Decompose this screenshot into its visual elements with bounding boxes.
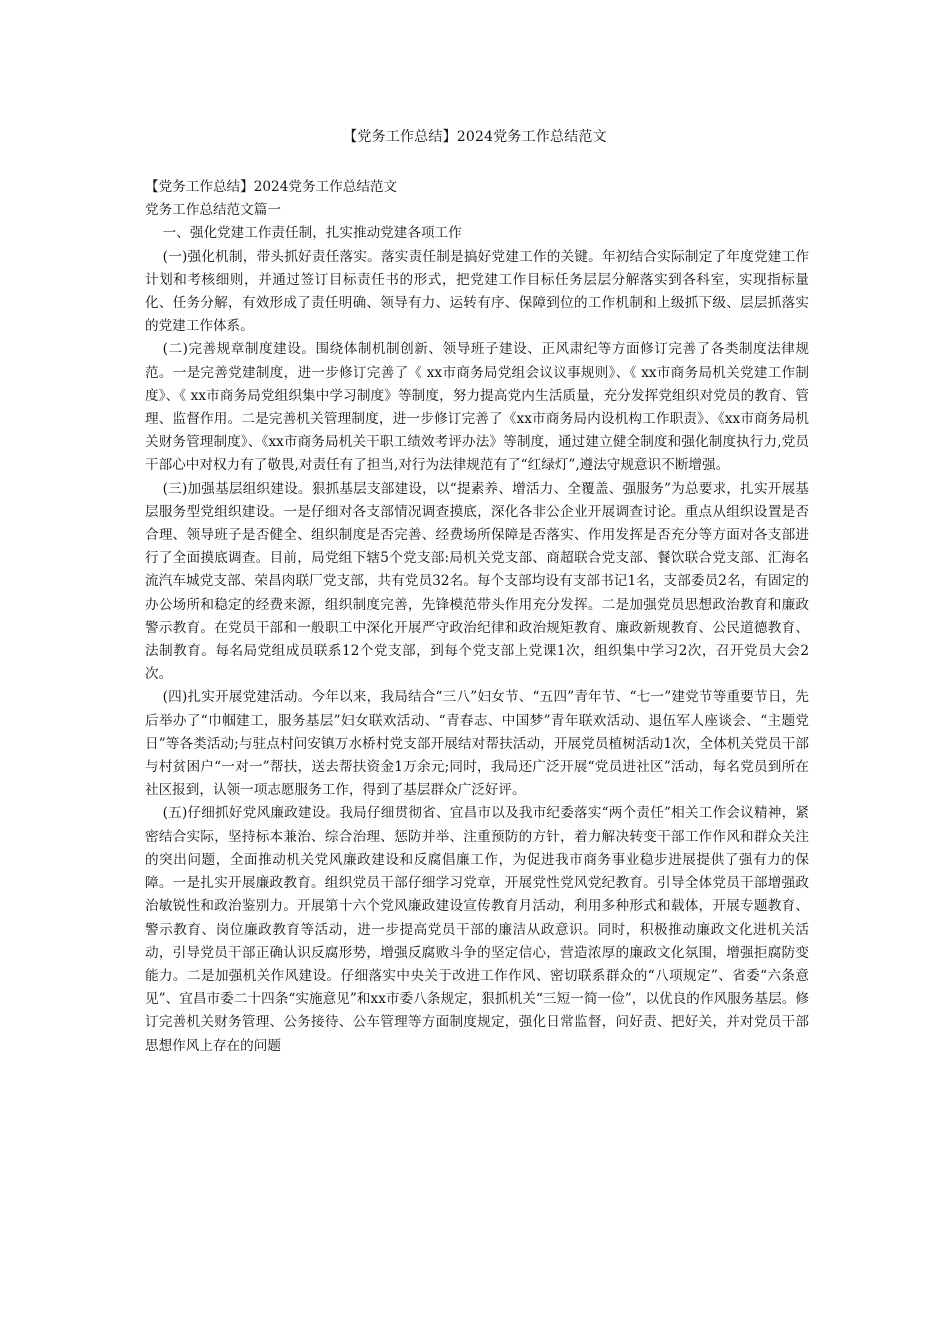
paragraph-2: (二)完善规章制度建设。围绕体制机制创新、领导班子建设、正风肃纪等方面修订完善了各类制度法律规范。一是完善党建制度，进一步修订完善了《 xx市商务局党组会议议事规则》、《 xx市商务局机关党建工作制度》、《 xx市商务局党组织集中学习制度》等制度，努力提高党内生活质量，充分发挥党组织对党员的教育、管理、监督作用。二是完善机关管理制度，进一步修订完善了《xx市商务局内设机构工作职责》、《xx市商务局机关财务管理制度》、《xx市商务局机关干职工绩效考评办法》等制度，通过建立健全制度和强化制度执行力,党员干部心中对权力有了敬畏,对责任有了担当,对行为法律规范有了“红绿灯”,遵法守规意识不断增强。 — [145, 341, 809, 474]
paragraph-1: (一)强化机制，带头抓好责任落实。落实责任制是搞好党建工作的关键。年初结合实际制定了年度党建工作计划和考核细则，并通过签订目标责任书的形式，把党建工作目标任务层层分解落实到各科室，实现指标量化、任务分解，有效形成了责任明确、领导有力、运转有序、保障到位的工作机制和上级抓下级、层层抓落实的党建工作体系。 — [145, 248, 809, 335]
document-heading: 【党务工作总结】2024党务工作总结范文 — [145, 179, 398, 195]
document-subheading: 党务工作总结范文篇一 — [145, 202, 281, 219]
paragraph-5: (五)仔细抓好党风廉政建设。我局仔细贯彻省、宜昌市以及我市纪委落实“两个责任”相关工作会议精神，紧密结合实际，坚持标本兼治、综合治理、惩防并举、注重预防的方针，着力解决转变干部工作作风和群众关注的突出问题，全面推动机关党风廉政建设和反腐倡廉工作，为促进我市商务事业稳步进展提供了强有力的保障。一是扎实开展廉政教育。组织党员干部仔细学习党章，开展党性党风党纪教育。引导全体党员干部增强政治敏锐性和政治鉴别力。开展第十六个党风廉政建设宣传教育月活动，利用多种形式和载体，开展专题教育、警示教育、岗位廉政教育等活动，进一步提高党员干部的廉洁从政意识。同时，积极推动廉政文化进机关活动，引导党员干部正确认识反腐形势，增强反腐败斗争的坚定信心，营造浓厚的廉政文化氛围，增强拒腐防变能力。二是加强机关作风建设。仔细落实中央关于改进工作作风、密切联系群众的“八项规定”、省委“六条意见”、宜昌市委二十四条“实施意见”和xx市委八条规定，狠抓机关“三短一简一俭”，以优良的作风服务基层。修订完善机关财务管理、公务接待、公车管理等方面制度规定，强化日常监督，问好责、把好关，并对党员干部思想作风上存在的问题 — [145, 805, 809, 1054]
paragraph-3: (三)加强基层组织建设。狠抓基层支部建设，以“提素养、增活力、全覆盖、强服务”为总要求，扎实开展基层服务型党组织建设。一是仔细对各支部情况调查摸底，深化各非公企业开展调查讨论。重点从组织设置是否合理、领导班子是否健全、组织制度是否完善、经费场所保障是否落实、作用发挥是否充分等方面对各支部进行了全面摸底调查。目前，局党组下辖5个党支部:局机关党支部、商超联合党支部、餐饮联合党支部、汇海名流汽车城党支部、荣昌肉联厂党支部，共有党员32名。每个支部均设有支部书记1名，支部委员2名，有固定的办公场所和稳定的经费来源，组织制度完善，先锋模范带头作用充分发挥。二是加强党员思想政治教育和廉政警示教育。在党员干部和一般职工中深化开展严守政治纪律和政治规矩教育、廉政新规教育、公民道德教育、法制教育。每名局党组成员联系12个党支部，到每个党支部上党课1次，组织集中学习2次，召开党员大会2次。 — [145, 480, 809, 683]
paragraph-4: (四)扎实开展党建活动。今年以来，我局结合“三八”妇女节、“五四”青年节、“七一”建党节等重要节日，先后举办了“巾帼建工，服务基层”妇女联欢活动、“青春志、中国梦”青年联欢活动、退伍军人座谈会、“主题党日”等各类活动;与驻点村问安镇万水桥村党支部开展结对帮扶活动，开展党员植树活动1次，全体机关党员干部与村贫困户“一对一”帮扶，送去帮扶资金1万余元;同时，我局还广泛开展“党员进社区”活动，每名党员到所在社区报到，认领一项志愿服务工作，得到了基层群众广泛好评。 — [145, 689, 809, 799]
document-body — [145, 176, 809, 1058]
document-title: 【党务工作总结】2024党务工作总结范文 — [343, 129, 607, 145]
section-heading: 一、强化党建工作责任制，扎实推动党建各项工作 — [162, 225, 462, 242]
